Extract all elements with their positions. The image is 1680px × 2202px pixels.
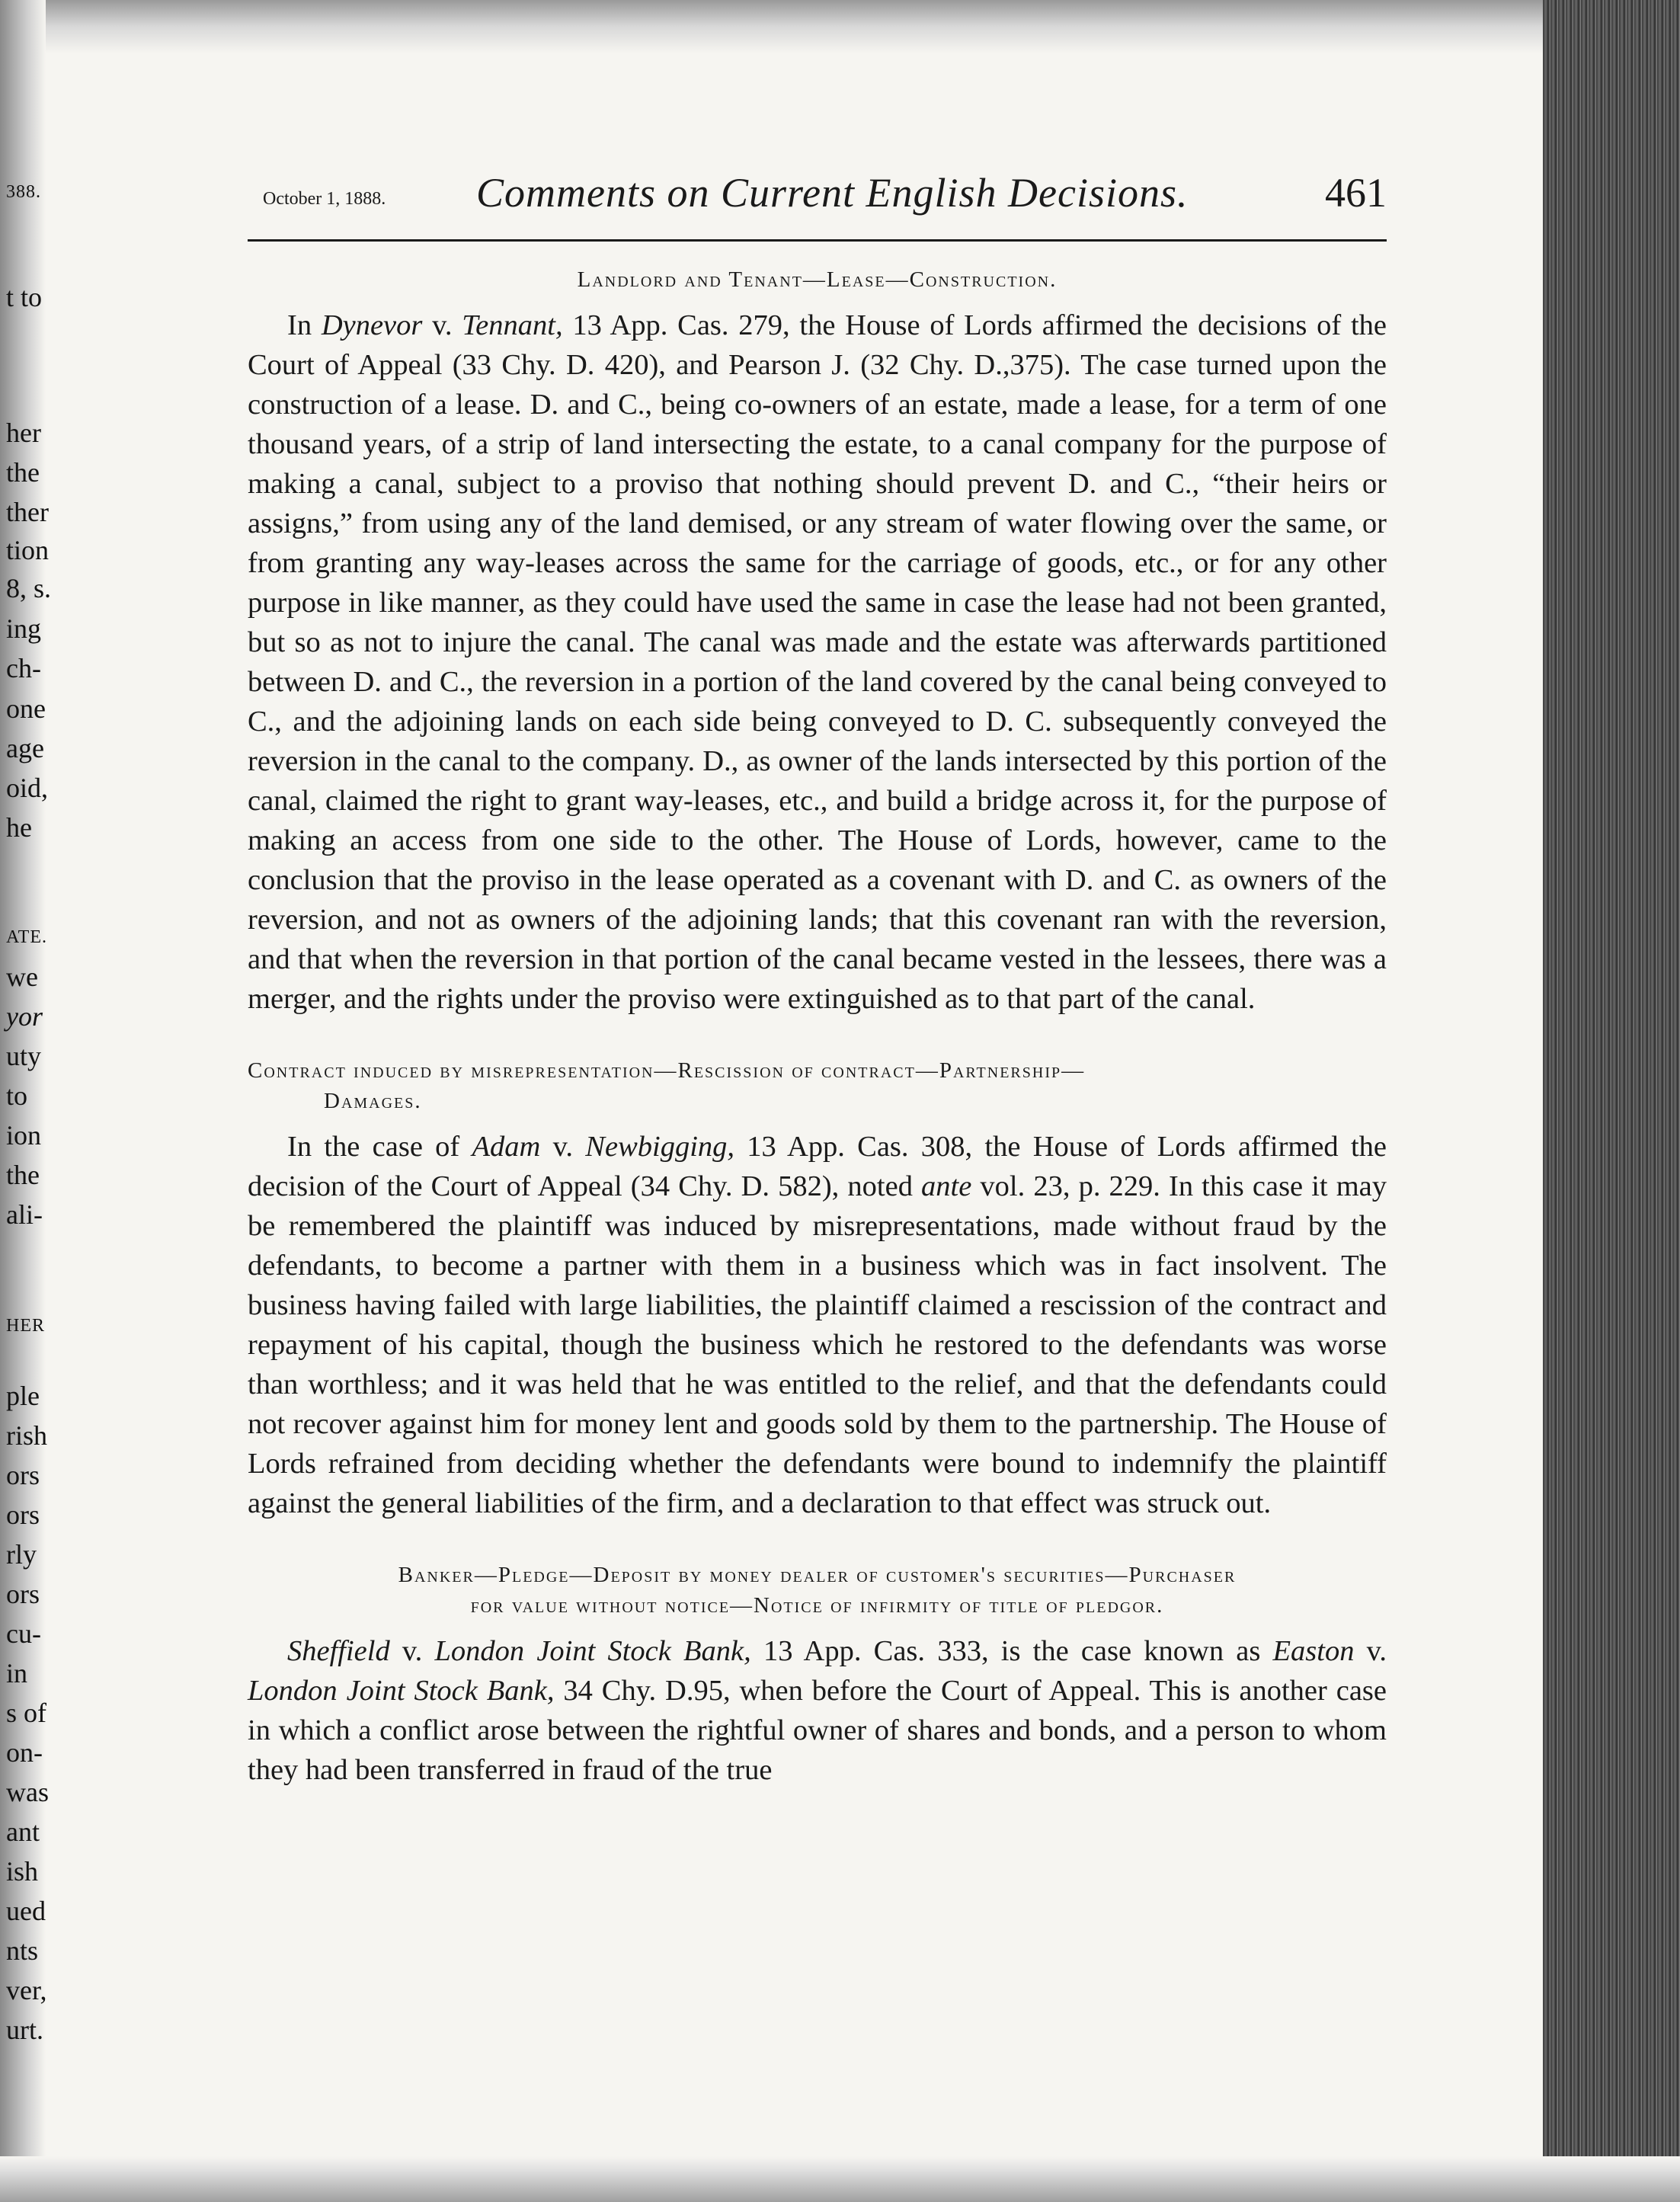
- page-number: 461: [1325, 170, 1387, 216]
- fragment: was: [6, 1777, 49, 1807]
- fragment: ther: [6, 497, 49, 527]
- fragment: in: [6, 1658, 28, 1688]
- ante-reference: ante: [921, 1170, 972, 1202]
- fragment: ch-: [6, 653, 41, 683]
- fragment: age: [6, 733, 44, 763]
- case-name: Tennant,: [462, 309, 563, 341]
- fragment: 388.: [6, 182, 41, 202]
- fragment: one: [6, 693, 46, 724]
- fragment: ali-: [6, 1199, 43, 1230]
- fragment: ant: [6, 1816, 40, 1847]
- fragment: HER: [6, 1316, 45, 1336]
- fragment: uty: [6, 1041, 42, 1071]
- section-body-dynevor: In Dynevor v. Tennant, 13 App. Cas. 279, the House of Lords affirmed the decisions of the Court of Appeal (33 Chy. D. 420), and Pearson J. (32 Chy. D.,375). The case turned upon the construction of a lease. D. and C., being co-owners of an estate, made a lease, for a term of one thousand years, of a strip of land intersecting the estate, to a canal company for the purpose of making a canal, subject to a proviso that nothing should prevent D. and C., “their heirs or assigns,” from using any of the land demised, or any stream of water flowing over the same, or from granting any way-leases across the same for the carriage of goods, etc., or for any other purpose in like manner, as they could have used the same in case the lease had not been granted, but so as not to injure the canal. The canal was made and the estate was afterwards partitioned between D. and C., the reversion in a portion of the land covered by the canal being conveyed to C., and the adjoining lands on each side being conveyed to D. C. subsequently conveyed the reversion in the canal to the company. D., as owner of the lands intersected by this portion of the canal, claimed the right to grant way-leases, etc., and build a bridge across it, for the purpose of making an access from one side to the other. The House of Lords, however, came to the conclusion that the proviso in the lease operated as a covenant with D. and C. as owners of the reversion, and not as owners of the adjoining lands; that this covenant ran with the reversion, and that when the reversion in that portion of the canal became vested in the lessees, there was a merger, and the rights under the proviso were extinguished as to that part of the canal.: [248, 309, 1387, 1015]
- fragment: ion: [6, 1120, 42, 1151]
- case-name: Dynevor: [321, 309, 423, 341]
- fragment: to: [6, 1080, 28, 1111]
- section-heading-landlord-tenant: Landlord and Tenant—Lease—Construction.: [577, 267, 1058, 292]
- fragment: the: [6, 457, 40, 488]
- scan-top-edge: [0, 0, 1680, 53]
- fragment: urt.: [6, 2015, 43, 2045]
- case-name: London Joint Stock Bank,: [248, 1675, 555, 1707]
- journal-page: [248, 160, 1387, 1826]
- case-name: Easton: [1272, 1635, 1355, 1667]
- fragment: t to: [6, 282, 43, 312]
- fragment: the: [6, 1160, 40, 1190]
- running-header: [248, 160, 1387, 236]
- fragment: yor: [6, 1001, 43, 1032]
- section-heading-banker-pledge: Banker—Pledge—Deposit by money dealer of customer's securities—Purchaser for value without notice—Notice of infirmity of title of pledgor.: [398, 1563, 1237, 1618]
- fragment: he: [6, 812, 32, 843]
- scan-right-edge: [1543, 0, 1680, 2202]
- facing-page-fragments: [0, 0, 91, 2202]
- case-name: Newbigging,: [585, 1131, 735, 1163]
- fragment: s of: [6, 1698, 46, 1728]
- fragment: ple: [6, 1381, 40, 1411]
- case-name: London Joint Stock Bank,: [434, 1635, 751, 1667]
- running-title: Comments on Current English Decisions.: [476, 170, 1189, 216]
- header-rule: [248, 239, 1387, 242]
- scan-bottom-edge: [0, 2156, 1680, 2202]
- fragment: ors: [6, 1499, 40, 1530]
- fragment: nts: [6, 1935, 39, 1966]
- fragment: ish: [6, 1856, 39, 1887]
- fragment: oid,: [6, 773, 49, 803]
- fragment: ing: [6, 613, 42, 644]
- fragment: rly: [6, 1539, 37, 1570]
- fragment: tion: [6, 535, 50, 565]
- fragment: rish: [6, 1420, 47, 1451]
- running-date: October 1, 1888.: [263, 189, 386, 209]
- fragment: ver,: [6, 1975, 47, 2005]
- fragment: on-: [6, 1737, 43, 1768]
- fragment: we: [6, 962, 38, 992]
- case-name: Adam: [472, 1131, 541, 1163]
- fragment: ors: [6, 1460, 40, 1490]
- fragment: ATE.: [6, 927, 47, 947]
- fragment: her: [6, 418, 41, 448]
- section-body-sheffield: Sheffield v. London Joint Stock Bank, 13 App. Cas. 333, is the case known as Easton v. London Joint Stock Bank, 34 Chy. D.95, when before the Court of Appeal. This is another case in which a conflict arose between the rightful owner of shares and bonds, and a person to whom they had been transferred in fraud of the true: [248, 1635, 1387, 1786]
- fragment: cu-: [6, 1618, 41, 1649]
- case-name: Sheffield: [287, 1635, 390, 1667]
- fragment: ors: [6, 1579, 40, 1609]
- fragment: 8, s.: [6, 573, 52, 603]
- section-body-adam: In the case of Adam v. Newbigging, 13 App. Cas. 308, the House of Lords affirmed the decision of the Court of Appeal (34 Chy. D. 582), noted ante vol. 23, p. 229. In this case it may be remembered the plaintiff was induced by misrepresentations, made without fraud by the defendants, to become a partner with them in a business which was in fact insolvent. The business having failed with large liabilities, the plaintiff claimed a rescission of the contract and repayment of his capital, though the business which he restored to the defendants was worse than worthless; and it was held that he was entitled to the relief, and that the defendants could not recover against him for money lent and goods sold by them to the partnership. The House of Lords refrained from deciding whether the defendants were bound to indemnify the plaintiff against the general liabilities of the firm, and a declaration to that effect was struck out.: [248, 1131, 1387, 1519]
- section-heading-contract-misrepresentation: Contract induced by misrepresentation—Rescission of contract—Partnership— Damages.: [248, 1058, 1086, 1113]
- fragment: ued: [6, 1896, 46, 1926]
